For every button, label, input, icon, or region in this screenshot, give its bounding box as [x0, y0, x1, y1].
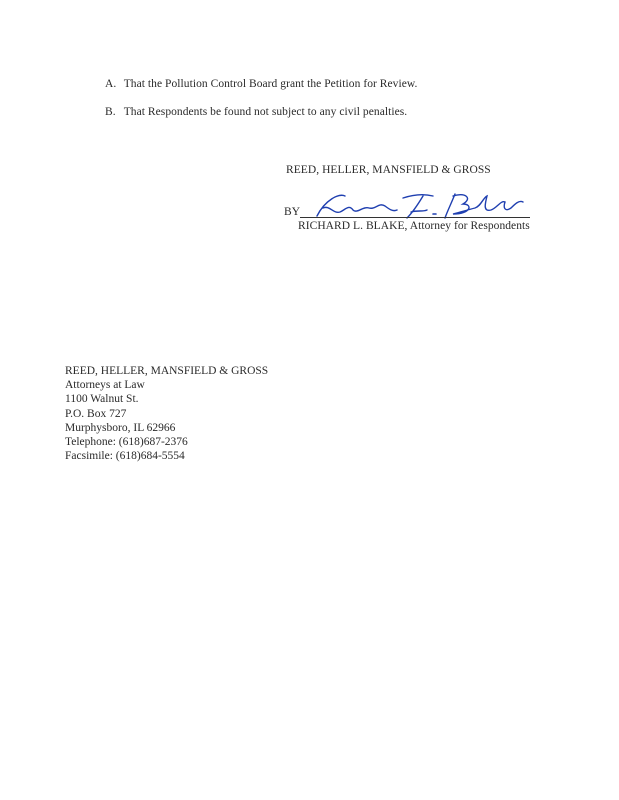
relief-item-a-text: That the Pollution Control Board grant the Petition for Review.	[123, 78, 418, 90]
relief-item-b-letter: B.	[105, 106, 116, 118]
address-street: 1100 Walnut St.	[65, 393, 139, 406]
address-subtitle: Attorneys at Law	[65, 379, 145, 392]
address-po-box: P.O. Box 727	[65, 407, 127, 420]
address-block	[65, 364, 268, 463]
address-facsimile: Facsimile: (618)684-5554	[65, 450, 185, 463]
signature-firm-name: REED, HELLER, MANSFIELD & GROSS	[286, 164, 491, 176]
relief-item-a-letter: A.	[105, 78, 117, 90]
signer-name: RICHARD L. BLAKE, Attorney for Respondents	[298, 220, 530, 232]
address-city: Murphysboro, IL 62966	[65, 421, 176, 434]
signature-by-label: BY	[284, 206, 301, 218]
relief-item-b	[105, 105, 407, 119]
relief-item-a	[105, 77, 417, 91]
address-telephone: Telephone: (618)687-2376	[65, 436, 188, 449]
relief-item-b-text: That Respondents be found not subject to any civil penalties.	[123, 106, 408, 118]
address-firm-name: REED, HELLER, MANSFIELD & GROSS	[65, 365, 269, 377]
signature-line	[300, 217, 530, 218]
